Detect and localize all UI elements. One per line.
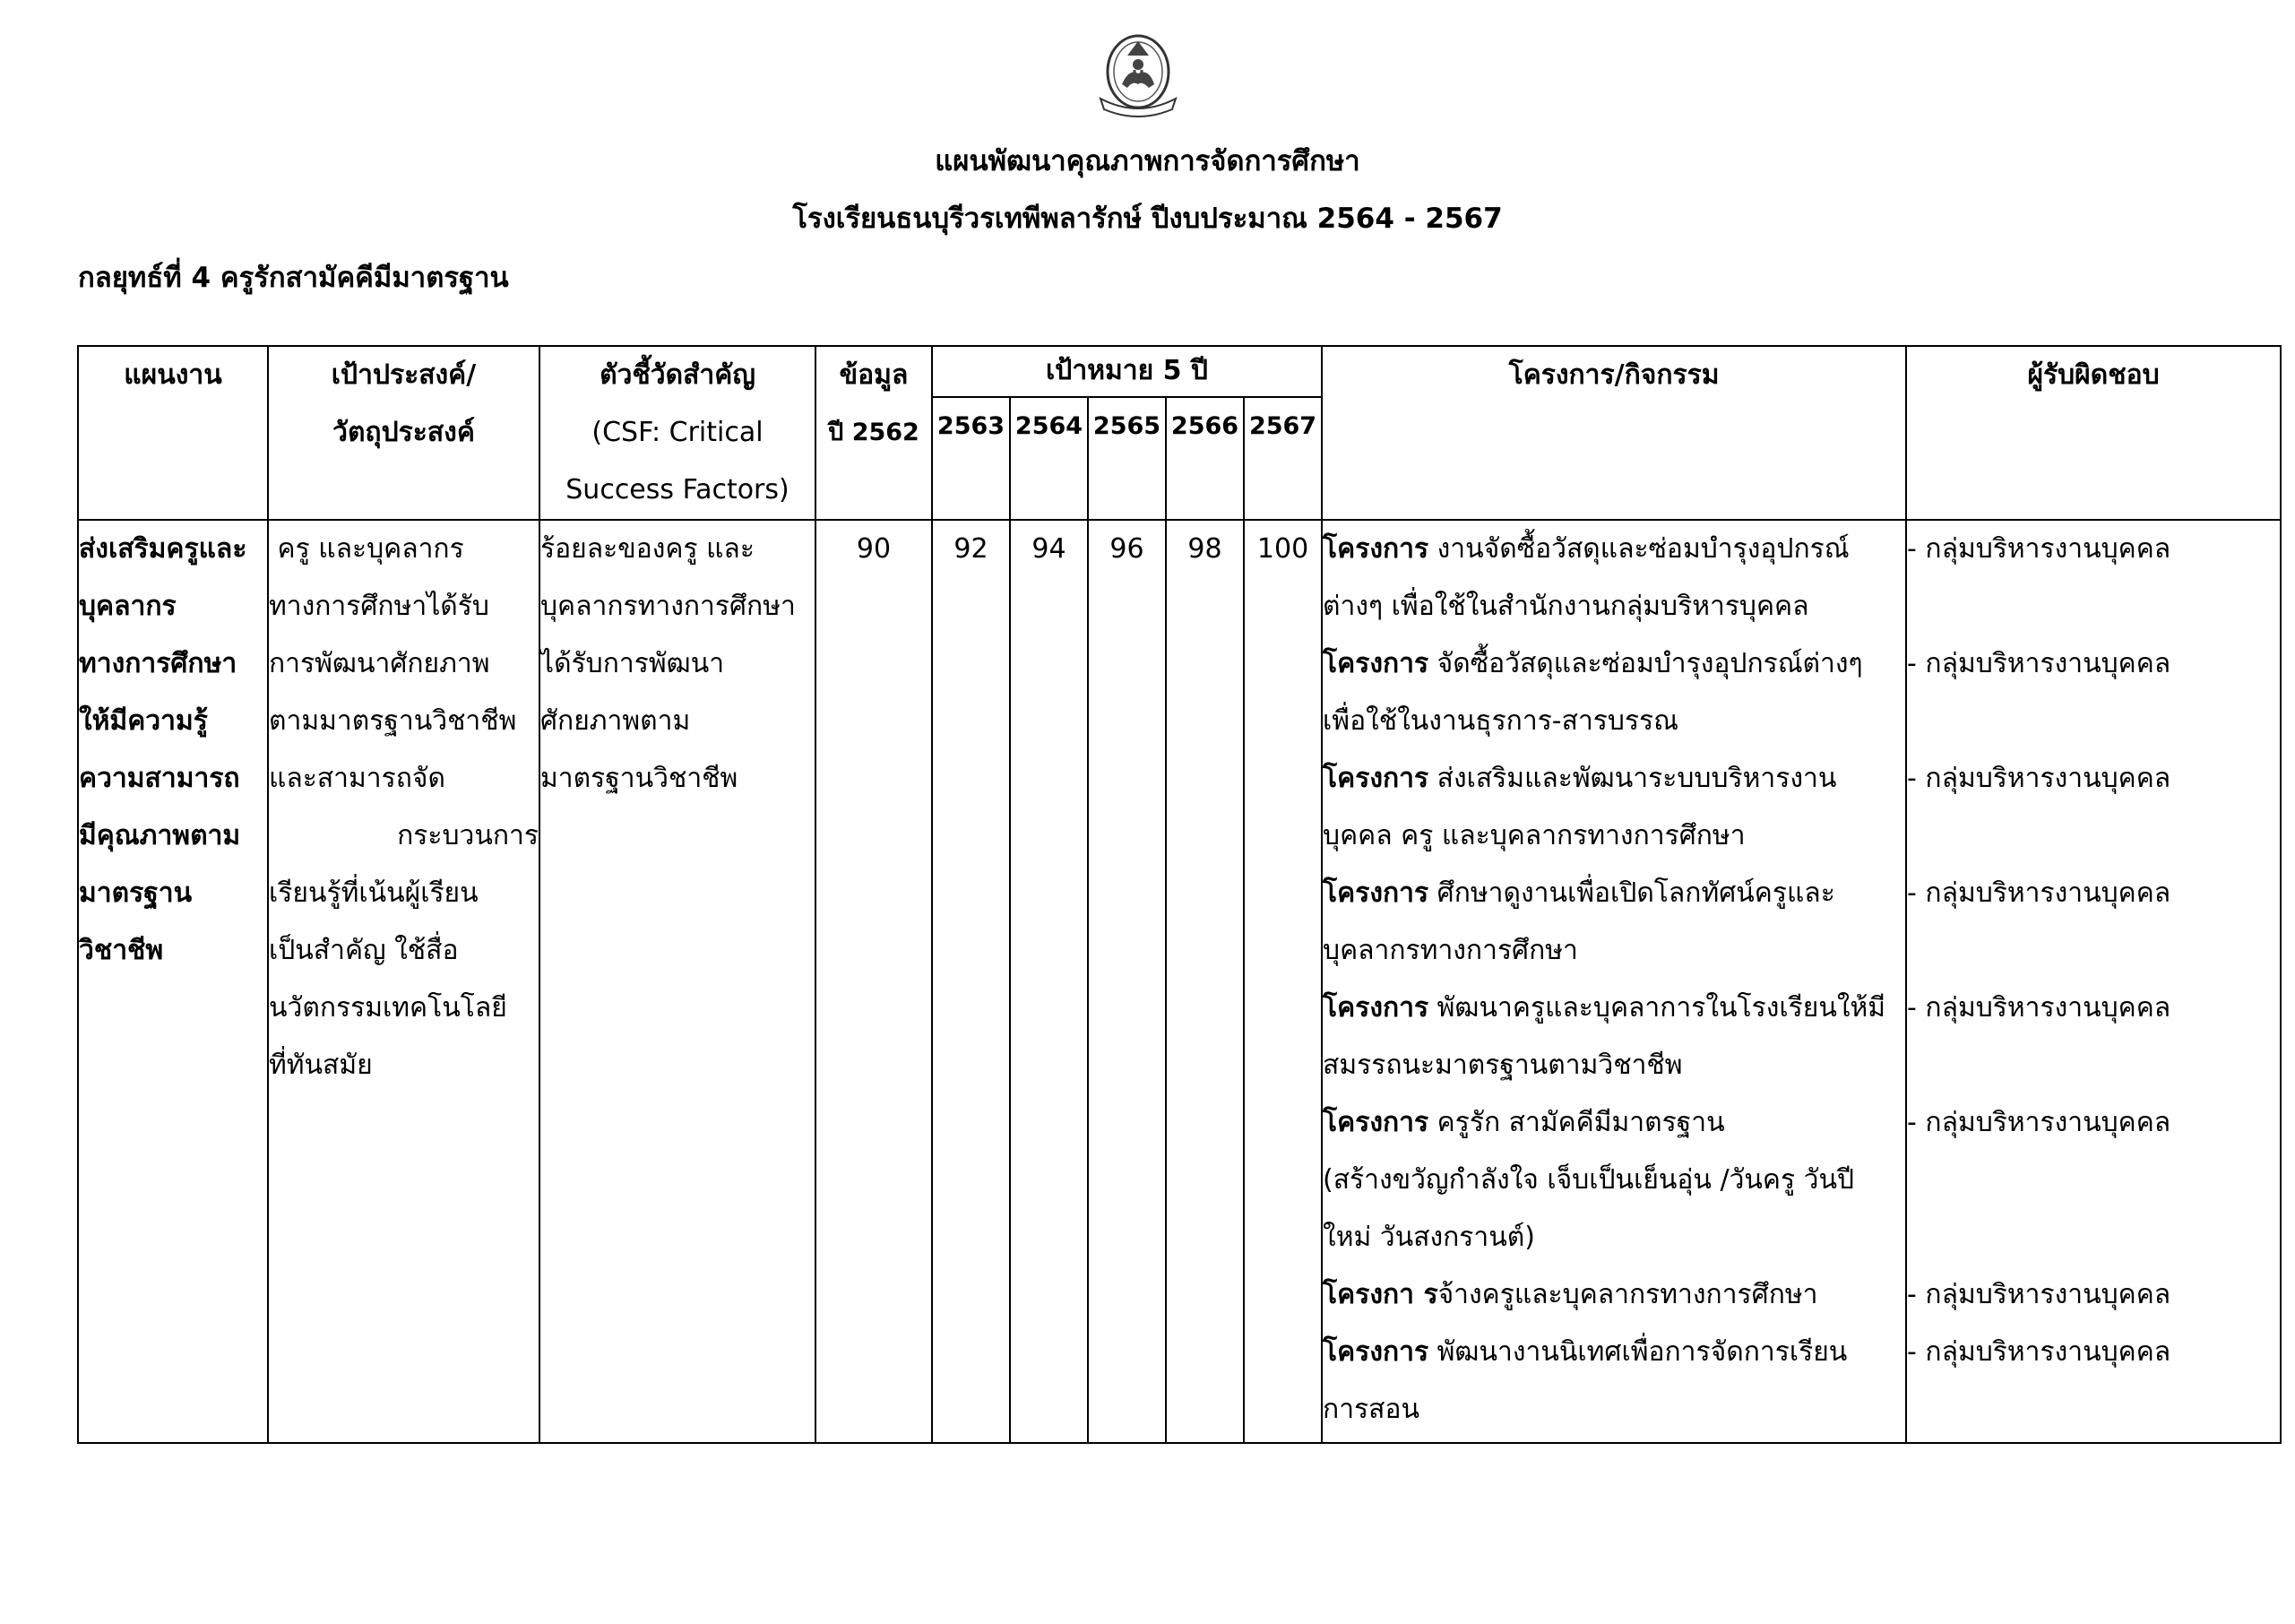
project-item: โครงการ ส่งเสริมและพัฒนาระบบบริหารงาน bbox=[1323, 763, 1837, 794]
header-objective: เป้าประสงค์/ วัตถุประสงค์ bbox=[268, 346, 539, 520]
responsible-item: - กลุ่มบริหารงานบุคคล bbox=[1907, 1336, 2171, 1368]
plan-cell: ส่งเสริมครูและ บุคลากร ทางการศึกษา ให้มีความรู้ ความสามารถ มีคุณภาพตาม มาตรฐาน วิชาชีพ bbox=[78, 520, 268, 1443]
header-year: 2565 bbox=[1088, 397, 1166, 520]
responsible-item: - กลุ่มบริหารงานบุคคล bbox=[1907, 648, 2171, 679]
target-value: 100 bbox=[1244, 520, 1322, 1443]
project-item: โครงกา รจ้างครูและบุคลากรทางการศึกษา bbox=[1323, 1279, 1818, 1310]
school-emblem-icon bbox=[1095, 29, 1181, 118]
responsible-item: - กลุ่มบริหารงานบุคคล bbox=[1907, 763, 2171, 794]
table-header-row bbox=[78, 346, 2281, 397]
responsible-item: - กลุ่มบริหารงานบุคคล bbox=[1907, 1107, 2171, 1138]
responsible-cell bbox=[1906, 520, 2281, 1443]
projects-cell: โครงการ งานจัดซื้อวัสดุและซ่อมบำรุงอุปกรณ์ ต่างๆ เพื่อใช้ในสำนักงานกลุ่มบริหารบุคคล โครงการ จัดซื้อวัสดุและซ่อมบำรุงอุปกรณ์ต่างๆ เพื่อใช้ในงานธุรการ-สารบรรณ โครงการ ส่งเสริมและพัฒนาระบบบริหารงาน บุคคล ครู และบุคลากรทางการศึกษา โครงการ ศึกษาดูงานเพื่อเปิดโลกทัศน์ครูและ บุคลากรทางการศึกษา โครงการ พัฒนาครูและบุคลาการในโรงเรียนให้มี สมรรถนะมาตรฐานตามวิชาชีพ โครงการ ครูรัก สามัคคีมีมาตรฐาน (สร้างขวัญกำลังใจ เจ็บเป็นเย็นอุ่น /วันครู วันปี ใหม่ วันสงกรานต์) โครงกา รจ้างครูและบุคลากรทางการศึกษา โครงการ พัฒนางานนิเทศเพื่อการจัดการเรียน การสอน bbox=[1322, 520, 1906, 1443]
header-projects: โครงการ/กิจกรรม bbox=[1322, 346, 1906, 520]
project-item: โครงการ พัฒนางานนิเทศเพื่อการจัดการเรียน bbox=[1323, 1336, 1848, 1368]
responsible-item: - กลุ่มบริหารงานบุคคล bbox=[1907, 877, 2171, 909]
objective-cell: ครู และบุคลากร ทางการศึกษาได้รับ การพัฒนาศักยภาพ ตามมาตรฐานวิชาชีพ และสามารถจัด กระบวนการ เรียนรู้ที่เน้นผู้เรียน เป็นสำคัญ ใช้สื่อ นวัตกรรมเทคโนโลยี ที่ทันสมัย bbox=[268, 520, 539, 1443]
target-value: 96 bbox=[1088, 520, 1166, 1443]
header-year: 2567 bbox=[1244, 397, 1322, 520]
responsible-item: - กลุ่มบริหารงานบุคคล bbox=[1907, 533, 2171, 565]
project-item: โครงการ ครูรัก สามัคคีมีมาตรฐาน bbox=[1323, 1107, 1725, 1138]
strategy-heading: กลยุทธ์ที่ 4 ครูรักสามัคคีมีมาตรฐาน bbox=[78, 262, 509, 294]
project-item: โครงการ ศึกษาดูงานเพื่อเปิดโลกทัศน์ครูและ bbox=[1323, 877, 1835, 909]
responsible-item: - กลุ่มบริหารงานบุคคล bbox=[1907, 1279, 2171, 1310]
document-title: แผนพัฒนาคุณภาพการจัดการศึกษา bbox=[935, 145, 1360, 177]
target-value: 94 bbox=[1010, 520, 1088, 1443]
header-year: 2566 bbox=[1166, 397, 1244, 520]
responsible-item: - กลุ่มบริหารงานบุคคล bbox=[1907, 992, 2171, 1024]
project-item: โครงการ งานจัดซื้อวัสดุและซ่อมบำรุงอุปกรณ์ bbox=[1323, 533, 1850, 565]
target-value: 98 bbox=[1166, 520, 1244, 1443]
header-year: 2564 bbox=[1010, 397, 1088, 520]
header-baseline: ข้อมูล ปี 2562 bbox=[815, 346, 932, 520]
plan-table bbox=[77, 345, 2282, 1444]
baseline-value: 90 bbox=[815, 520, 932, 1443]
header-responsible: ผู้รับผิดชอบ bbox=[1906, 346, 2281, 520]
project-item: โครงการ จัดซื้อวัสดุและซ่อมบำรุงอุปกรณ์ต่างๆ bbox=[1323, 648, 1863, 679]
csf-cell: ร้อยละของครู และ บุคลากรทางการศึกษา ได้รับการพัฒนา ศักยภาพตาม มาตรฐานวิชาชีพ bbox=[539, 520, 815, 1443]
project-item: โครงการ พัฒนาครูและบุคลาการในโรงเรียนให้มี bbox=[1323, 992, 1886, 1024]
document-subtitle: โรงเรียนธนบุรีวรเทพีพลารักษ์ ปีงบประมาณ 2564 - 2567 bbox=[792, 203, 1503, 235]
target-value: 92 bbox=[932, 520, 1010, 1443]
header-target: เป้าหมาย 5 ปี bbox=[932, 346, 1322, 397]
header-plan: แผนงาน bbox=[78, 346, 268, 520]
header-year: 2563 bbox=[932, 397, 1010, 520]
header-csf: ตัวชี้วัดสำคัญ (CSF: Critical Success Factors) bbox=[539, 346, 815, 520]
table-row bbox=[78, 520, 2281, 1443]
